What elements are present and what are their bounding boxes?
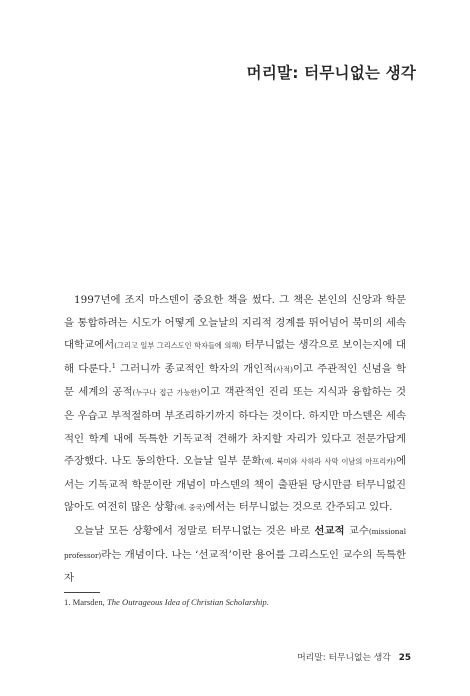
footnote (64, 597, 406, 607)
body-text (64, 289, 406, 590)
running-title: 머리말: 터무니없는 생각 (297, 653, 391, 663)
inline-note: (누구나 접근 가능한) (132, 388, 201, 398)
page-footer (297, 650, 411, 663)
paragraph-text: 라는 개념이다. 나는 ‘선교적’이란 용어를 그리스도인 교수의 독특한 자 (64, 548, 406, 585)
paragraph-2 (64, 520, 406, 590)
inline-note: (예. 북미와 사하라 사막 이남의 아프리카) (261, 457, 396, 467)
paragraph-text: 이고 객관적인 진리 또는 지식과 융합하는 것은 우습고 부적절하며 부조리하기까지 하다는 것이다. 하지만 마스덴은 세속적인 학계 내에 독특한 기독교적 견해가 차지할 자리가 있다고 전문가답게 주장했다. 나도 동의한다. 오늘날 일부 문화 (64, 386, 406, 468)
paragraph-text: 에서는 터무니없는 것으로 간주되고 있다. (205, 501, 393, 514)
paragraph-text: 이고 주관적인 신념을 학문 세계의 공적 (64, 362, 406, 399)
chapter-title: 머리말: 터무니없는 생각 (246, 64, 416, 82)
emphasis-term: 선교적 (314, 524, 345, 537)
footnote-suffix: . (266, 597, 269, 607)
inline-note: (사적) (273, 364, 293, 374)
paragraph-text: 오늘날 모든 상황에서 정말로 터무니없는 것은 바로 (74, 524, 315, 537)
footnote-prefix: 1. Marsden, (64, 597, 107, 607)
page-number: 25 (398, 653, 411, 663)
paragraph-text: 1997년에 조지 마스덴이 중요한 책을 썼다. 그 책은 본인의 신앙과 학문을 통합하려는 시도가 어떻게 오늘날의 지리적 경계를 뛰어넘어 북미의 세속 대학교에서 (64, 294, 406, 352)
inline-note: (예. 중국) (174, 503, 206, 513)
footnote-divider (64, 592, 100, 593)
paragraph-text: 에서는 기독교적 학문이란 개념이 마스덴의 책이 출판된 당시만큼 터무니없진 않아도 여전히 많은 상황 (64, 455, 406, 514)
footnote-book-title: The Outrageous Idea of Christian Scholarship (106, 597, 267, 607)
inline-note: (missional professor) (64, 526, 406, 560)
paragraph-text: 교수 (344, 524, 369, 537)
paragraph-1 (64, 289, 406, 520)
paragraph-text: 그러니까 종교적인 학자의 개인적 (115, 362, 274, 375)
paragraph-text: 터무니없는 생각으로 보이는지에 대해 다룬다. (64, 339, 406, 375)
inline-note: (그리고 일부 그리스도인 학자들에 의해) (114, 341, 242, 351)
footnote-marker: 1 (111, 361, 116, 370)
